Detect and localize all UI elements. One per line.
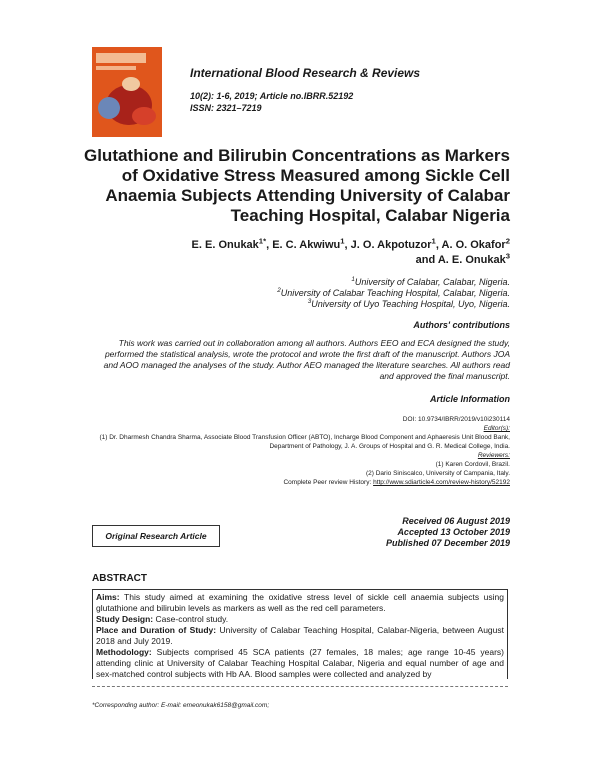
journal-name: International Blood Research & Reviews bbox=[190, 66, 421, 80]
abstract-item: Aims: This study aimed at examining the oxidative stress level of sickle cell anaemia subjects using glutathione and bilirubin levels as markers as well as the red cell parameters. bbox=[96, 592, 504, 613]
abstract-item: Place and Duration of Study: University of Calabar Teaching Hospital, Calabar-Nigeria, between August 2018 and July 2019. bbox=[96, 625, 504, 646]
editors-label: Editor(s): bbox=[483, 425, 510, 432]
doi: DOI: 10.9734/IBRR/2019/v10i230114 bbox=[402, 416, 510, 423]
author-list bbox=[90, 238, 510, 268]
reviewer: (1) Karen Cordovil, Brazil. bbox=[435, 461, 510, 468]
article-type-badge: Original Research Article bbox=[92, 525, 220, 547]
abstract-item: Methodology: Subjects comprised 45 SCA patients (27 females, 18 males; age range 10-45 years) attending clinic at University of Calabar Teaching Hospital Calabar, Nigeria and equal number of age and sex-matched control subjects with Hb AA. Blood samples were collected and analyzed by bbox=[96, 647, 504, 679]
abstract-item: Study Design: Case-control study. bbox=[96, 614, 229, 624]
author: E. C. Akwiwu$^1$, bbox=[272, 236, 351, 251]
received-date: Received 06 August 2019 bbox=[402, 516, 510, 526]
corresponding-author-footnote: *Corresponding author: E-mail: emeonukak6158@gmail.com; bbox=[92, 702, 270, 709]
affiliation: $^3$University of Uyo Teaching Hospital, Uyo, Nigeria. bbox=[307, 298, 510, 309]
affiliation-list bbox=[90, 277, 510, 310]
contributions-text: This work was carried out in collaboration among all authors. Authors EEO and ECA designed the study, performed the statistical analysis, wrote the protocol and wrote the first draft of the manuscript. Authors JOA and AOO managed the analyses of the study. Author AEO managed the literature searches. All authors read and approved the final manuscript. bbox=[103, 338, 510, 381]
journal-volume: 10(2): 1-6, 2019; Article no.IBRR.52192 bbox=[190, 91, 354, 101]
contributions-heading: Authors' contributions bbox=[413, 320, 510, 330]
journal-issn: ISSN: 2321–7219 bbox=[190, 103, 262, 113]
abstract-heading: ABSTRACT bbox=[92, 573, 147, 584]
footnote-divider bbox=[92, 686, 508, 687]
paper-title: Glutathione and Bilirubin Concentrations as Markers of Oxidative Stress Measured among Sickle Cell Anaemia Subjects Attending University of Calabar Teaching Hospital, Calabar Nigeria bbox=[83, 146, 510, 225]
peer-review-history-link[interactable]: http://www.sdiarticle4.com/review-history/52192 bbox=[373, 479, 510, 486]
article-dates bbox=[386, 516, 510, 549]
reviewer: (2) Dario Siniscalco, University of Campania, Italy. bbox=[365, 470, 510, 477]
peer-review-history: Complete Peer review History: http://www.sdiarticle4.com/review-history/52192 bbox=[283, 479, 510, 486]
article-info-block bbox=[90, 415, 510, 487]
author: J. O. Akpotuzor$^1$, bbox=[350, 236, 442, 251]
affiliation: $^2$University of Calabar Teaching Hospital, Calabar, Nigeria. bbox=[277, 287, 510, 298]
author: and A. E. Onukak$^3$ bbox=[415, 251, 510, 266]
reviewers-label: Reviewers: bbox=[477, 452, 510, 459]
abstract-box bbox=[92, 589, 508, 679]
published-date: Published 07 December 2019 bbox=[385, 538, 510, 548]
editor: (1) Dr. Dharmesh Chandra Sharma, Associate Blood Transfusion Officer (ABTO), Incharge Blood Component and Aphaeresis Unit Blood Bank, Department of Pathology, J. A. Groups of Hospital and G. R. Medical College, India. bbox=[99, 434, 510, 450]
affiliation: $^1$University of Calabar, Calabar, Nigeria. bbox=[351, 276, 510, 287]
accepted-date: Accepted 13 October 2019 bbox=[397, 527, 510, 537]
author: E. E. Onukak$^{1*}$, bbox=[191, 236, 273, 251]
author: A. O. Okafor$^2$ bbox=[441, 236, 510, 251]
journal-cover-image bbox=[92, 47, 162, 137]
article-info-heading: Article Information bbox=[429, 394, 510, 404]
